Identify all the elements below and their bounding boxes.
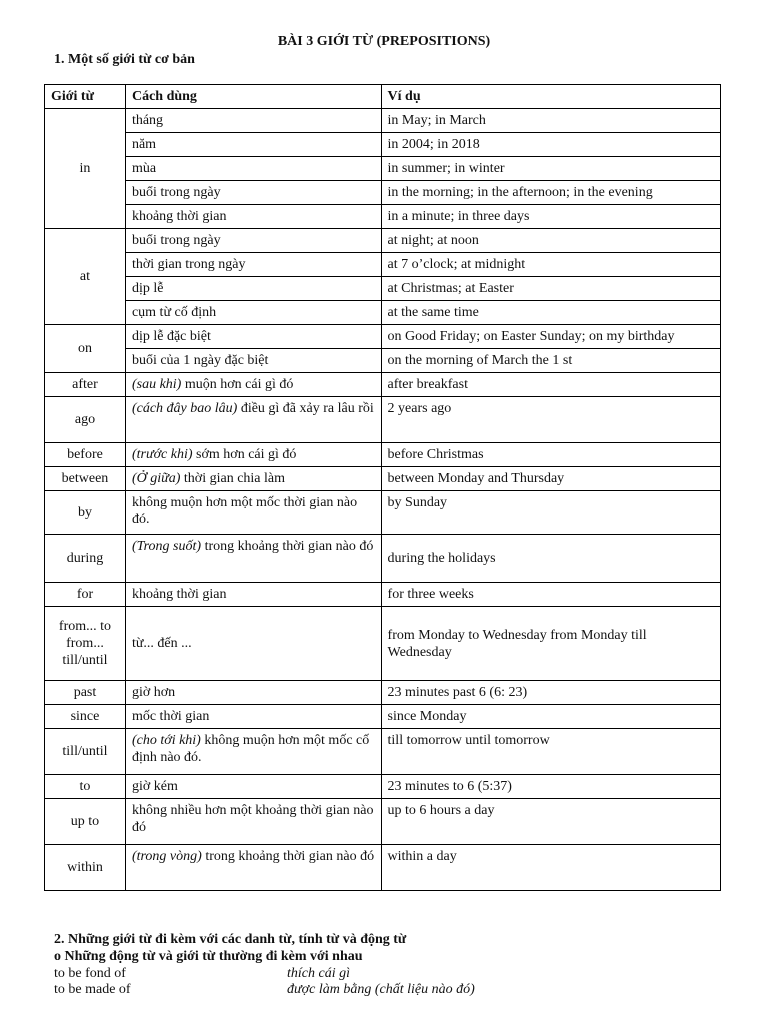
usage-text: không nhiều hơn một khoảng thời gian nào đó	[131, 803, 374, 835]
usage-text: buổi của 1 ngày đặc biệt	[131, 353, 269, 368]
table-body	[45, 109, 721, 891]
table-row	[45, 109, 721, 133]
table-row	[45, 535, 721, 583]
example-cell: in 2004; in 2018	[381, 133, 720, 157]
example-cell: before Christmas	[381, 443, 720, 467]
preposition-cell: before	[45, 443, 126, 467]
usage-gloss: (trong vòng)	[131, 849, 202, 864]
section-2-heading: 2. Những giới từ đi kèm với các danh từ, tính từ và động từ	[54, 932, 407, 947]
example-cell: up to 6 hours a day	[381, 799, 720, 845]
usage-cell	[125, 705, 381, 729]
table-row	[45, 397, 721, 443]
example-cell: 2 years ago	[381, 397, 720, 443]
usage-cell	[125, 443, 381, 467]
phrase-pair	[54, 981, 475, 997]
usage-text: dịp lễ	[131, 281, 164, 296]
example-cell: for three weeks	[381, 583, 720, 607]
usage-cell	[125, 181, 381, 205]
table-row	[45, 799, 721, 845]
usage-cell	[125, 325, 381, 349]
table-row	[45, 491, 721, 535]
usage-cell	[125, 681, 381, 705]
example-cell: by Sunday	[381, 491, 720, 535]
section-2	[54, 931, 475, 997]
usage-cell	[125, 775, 381, 799]
table-row	[45, 301, 721, 325]
preposition-cell: till/until	[45, 729, 126, 775]
preposition-cell: within	[45, 845, 126, 891]
example-cell: on the morning of March the 1 st	[381, 349, 720, 373]
usage-cell	[125, 109, 381, 133]
usage-text: muộn hơn cái gì đó	[181, 377, 294, 392]
phrase-meaning: được làm bằng (chất liệu nào đó)	[287, 982, 475, 997]
example-cell: 23 minutes past 6 (6: 23)	[381, 681, 720, 705]
usage-text: trong khoảng thời gian nào đó	[201, 849, 375, 864]
usage-text: thời gian chia làm	[180, 471, 286, 486]
example-cell: in the morning; in the afternoon; in the evening	[381, 181, 720, 205]
table-row	[45, 845, 721, 891]
usage-gloss: (Trong suốt)	[131, 539, 202, 554]
table-row	[45, 373, 721, 397]
usage-cell	[125, 301, 381, 325]
usage-cell	[125, 729, 381, 775]
usage-cell	[125, 583, 381, 607]
example-cell: in summer; in winter	[381, 157, 720, 181]
preposition-cell: during	[45, 535, 126, 583]
example-cell: on Good Friday; on Easter Sunday; on my birthday	[381, 325, 720, 349]
table-row	[45, 349, 721, 373]
example-cell: at night; at noon	[381, 229, 720, 253]
section-2-subheading: o Những động từ và giới từ thường đi kèm với nhau	[54, 949, 363, 964]
usage-text: dịp lễ đặc biệt	[131, 329, 211, 344]
preposition-cell: in	[45, 109, 126, 229]
table-row	[45, 277, 721, 301]
section-1-heading: 1. Một số giới từ cơ bản	[54, 52, 195, 67]
preposition-cell: at	[45, 229, 126, 325]
table-row	[45, 205, 721, 229]
usage-text: mùa	[131, 161, 157, 176]
preposition-cell: on	[45, 325, 126, 373]
usage-cell	[125, 607, 381, 681]
usage-text: điều gì đã xảy ra lâu rồi	[237, 401, 374, 416]
example-cell: at Christmas; at Easter	[381, 277, 720, 301]
table-row	[45, 157, 721, 181]
example-cell: in May; in March	[381, 109, 720, 133]
example-cell: 23 minutes to 6 (5:37)	[381, 775, 720, 799]
phrase-meaning: thích cái gì	[287, 966, 350, 981]
usage-text: sớm hơn cái gì đó	[192, 447, 297, 462]
usage-cell	[125, 253, 381, 277]
usage-gloss: (cách đây bao lâu)	[131, 401, 238, 416]
usage-text: năm	[131, 137, 157, 152]
example-cell: from Monday to Wednesday from Monday till Wednesday	[381, 607, 720, 681]
usage-cell	[125, 845, 381, 891]
phrase-term: to be made of	[54, 982, 131, 997]
example-cell: after breakfast	[381, 373, 720, 397]
usage-text: cụm từ cố định	[131, 305, 217, 320]
table-row	[45, 607, 721, 681]
example-cell: at the same time	[381, 301, 720, 325]
example-cell: since Monday	[381, 705, 720, 729]
usage-gloss: (cho tới khi)	[131, 733, 201, 748]
table-row	[45, 467, 721, 491]
table-row	[45, 133, 721, 157]
usage-text: thời gian trong ngày	[131, 257, 246, 272]
table-row	[45, 681, 721, 705]
usage-cell	[125, 799, 381, 845]
table-row	[45, 181, 721, 205]
table-row	[45, 325, 721, 349]
header-example: Ví dụ	[381, 85, 720, 109]
table-row	[45, 583, 721, 607]
table-row	[45, 443, 721, 467]
preposition-cell: for	[45, 583, 126, 607]
preposition-cell: past	[45, 681, 126, 705]
phrase-term: to be fond of	[54, 966, 126, 981]
usage-text: giờ kém	[131, 779, 178, 794]
usage-gloss: (sau khi)	[131, 377, 182, 392]
example-cell: within a day	[381, 845, 720, 891]
usage-cell	[125, 349, 381, 373]
preposition-cell: from... to from... till/until	[45, 607, 126, 681]
table-header-row	[45, 85, 721, 109]
usage-text: mốc thời gian	[131, 709, 210, 724]
table-row	[45, 775, 721, 799]
example-cell: in a minute; in three days	[381, 205, 720, 229]
usage-cell	[125, 133, 381, 157]
table-row	[45, 705, 721, 729]
preposition-cell: since	[45, 705, 126, 729]
usage-text: buổi trong ngày	[131, 185, 221, 200]
preposition-cell: to	[45, 775, 126, 799]
usage-text: không muộn hơn một mốc thời gian nào đó.	[131, 495, 358, 527]
preposition-cell: up to	[45, 799, 126, 845]
usage-cell	[125, 467, 381, 491]
table-row	[45, 729, 721, 775]
example-cell: during the holidays	[381, 535, 720, 583]
phrase-pair	[54, 965, 406, 981]
page-title: BÀI 3 GIỚI TỪ (PREPOSITIONS)	[277, 34, 491, 49]
preposition-cell: after	[45, 373, 126, 397]
table-row	[45, 253, 721, 277]
example-cell: till tomorrow until tomorrow	[381, 729, 720, 775]
usage-text: tháng	[131, 113, 164, 128]
example-cell: between Monday and Thursday	[381, 467, 720, 491]
usage-cell	[125, 157, 381, 181]
usage-text: từ... đến ...	[131, 636, 192, 651]
usage-cell	[125, 535, 381, 583]
preposition-cell: between	[45, 467, 126, 491]
usage-gloss: (Ở giữa)	[131, 471, 181, 486]
example-cell: at 7 o’clock; at midnight	[381, 253, 720, 277]
usage-cell	[125, 397, 381, 443]
prepositions-table	[44, 84, 721, 891]
table-row	[45, 229, 721, 253]
usage-text: không muộn hơn một mốc cố định nào đó.	[131, 733, 370, 765]
usage-cell	[125, 491, 381, 535]
usage-cell	[125, 277, 381, 301]
header-preposition: Giới từ	[45, 85, 126, 109]
usage-cell	[125, 229, 381, 253]
usage-text: giờ hơn	[131, 685, 176, 700]
preposition-cell: ago	[45, 397, 126, 443]
usage-text: khoảng thời gian	[131, 209, 227, 224]
header-usage: Cách dùng	[125, 85, 381, 109]
usage-gloss: (trước khi)	[131, 447, 193, 462]
usage-cell	[125, 373, 381, 397]
usage-text: buổi trong ngày	[131, 233, 221, 248]
usage-cell	[125, 205, 381, 229]
preposition-cell: by	[45, 491, 126, 535]
usage-text: trong khoảng thời gian nào đó	[201, 539, 374, 554]
usage-text: khoảng thời gian	[131, 587, 227, 602]
